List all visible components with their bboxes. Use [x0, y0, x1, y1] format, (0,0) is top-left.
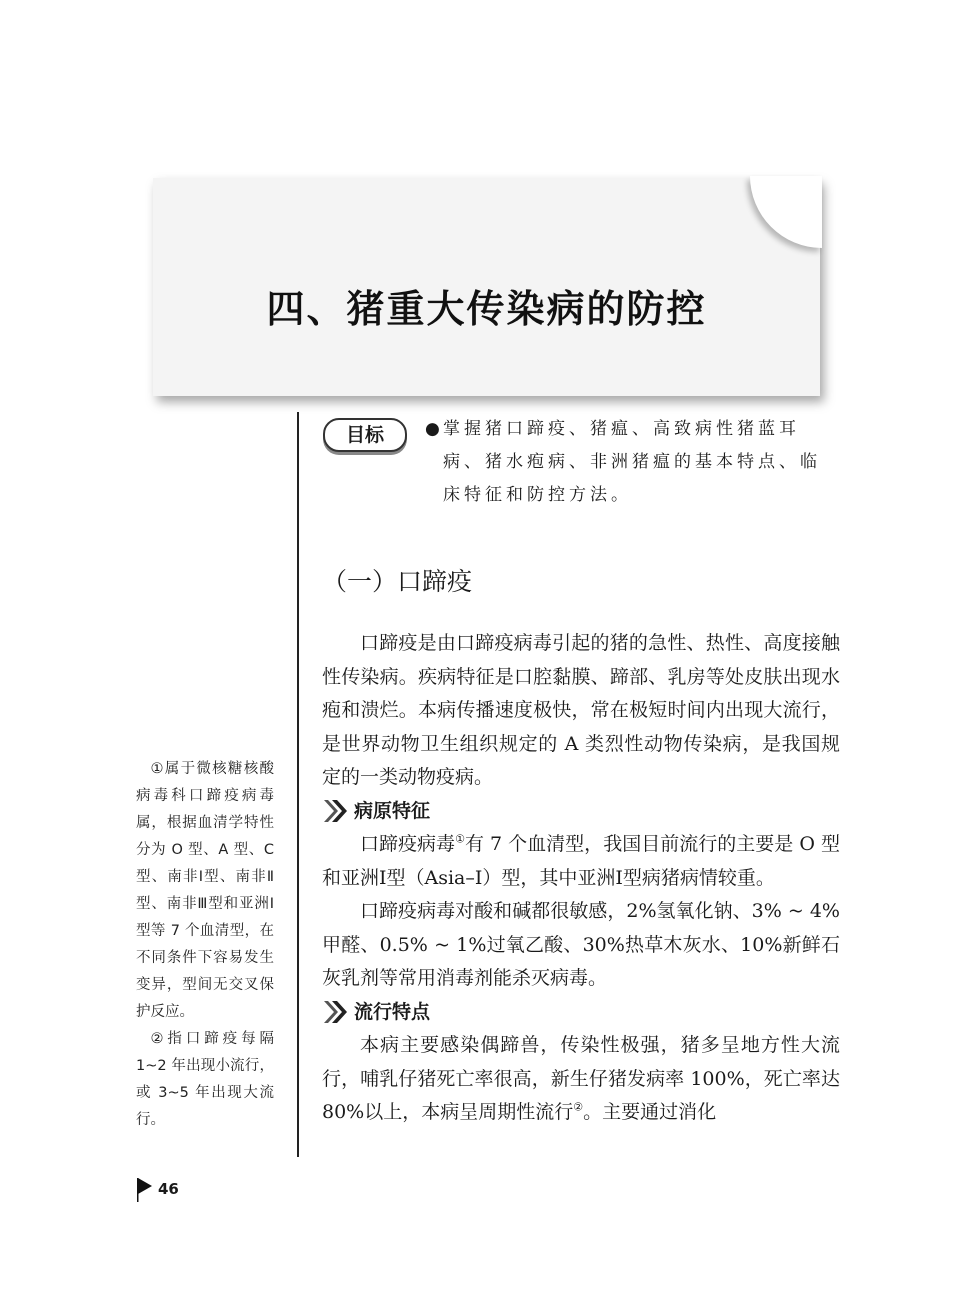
epidemic-heading — [322, 996, 840, 1030]
page-marker-icon — [136, 1176, 154, 1202]
section-heading: （一）口蹄疫 — [322, 567, 473, 596]
goal-description: 掌握猪口蹄疫、猪瘟、高致病性猪蓝耳病、猪水疱病、非洲猪瘟的基本特点、临床特征和防控方法。 — [443, 419, 821, 505]
side-notes — [136, 756, 274, 1134]
epidemic-heading-label: 流行特点 — [354, 1000, 431, 1023]
page-number-label: 46 — [158, 1180, 179, 1198]
epidemic-paragraph-1: 本病主要感染偶蹄兽，传染性极强，猪多呈地方性大流行，哺乳仔猪死亡率很高，新生仔猪发病率 100%，死亡率达 80%以上，本病呈周期性流行②。主要通过消化 — [322, 1034, 840, 1123]
pathogen-heading-label: 病原特征 — [354, 799, 431, 822]
intro-paragraph: 口蹄疫是由口蹄疫病毒引起的猪的急性、热性、高度接触性传染病。疾病特征是口腔黏膜、蹄部、乳房等处皮肤出现水疱和溃烂。本病传播速度极快，常在极短时间内出现大流行，是世界动物卫生组织规定的 A 类烈性动物传染病，是我国规定的一类动物疫病。 — [322, 632, 840, 788]
column-divider — [297, 412, 299, 1157]
page-number — [136, 1176, 179, 1202]
footnote-ref-1: ① — [455, 832, 465, 846]
goal-badge: 目标 — [323, 418, 407, 452]
pathogen-paragraph-2: 口蹄疫病毒对酸和碱都很敏感，2%氢氧化钠、3% ~ 4%甲醛、0.5% ~ 1%过氧乙酸、30%热草木灰水、10%新鲜石灰乳剂等常用消毒剂能杀灭病毒。 — [322, 900, 840, 989]
body-text — [322, 627, 840, 1130]
bullet-icon: ● — [425, 419, 444, 439]
page-curl-decoration — [750, 176, 822, 248]
double-chevron-icon — [322, 999, 348, 1025]
side-note-2: ②指口蹄疫每隔 1~2 年出现小流行，或 3~5 年出现大流行。 — [136, 1031, 274, 1128]
pathogen-paragraph-1: 口蹄疫病毒①有 7 个血清型，我国目前流行的主要是 O 型和亚洲Ⅰ型（Asia–I）型，其中亚洲Ⅰ型病猪病情较重。 — [322, 832, 840, 889]
title-card — [153, 178, 820, 396]
chapter-title: 四、猪重大传染病的防控 — [266, 287, 707, 331]
pathogen-heading — [322, 795, 840, 829]
double-chevron-icon — [322, 798, 348, 824]
goal-text — [425, 413, 825, 512]
side-note-1: ①属于微核糖核酸病毒科口蹄疫病毒属，根据血清学特性分为 O 型、A 型、C 型、南非Ⅰ型、南非Ⅱ型、南非Ⅲ型和亚洲Ⅰ型等 7 个血清型，在不同条件下容易发生变异，型间无交叉保护反应。 — [136, 761, 274, 1020]
footnote-ref-2: ② — [573, 1100, 584, 1114]
